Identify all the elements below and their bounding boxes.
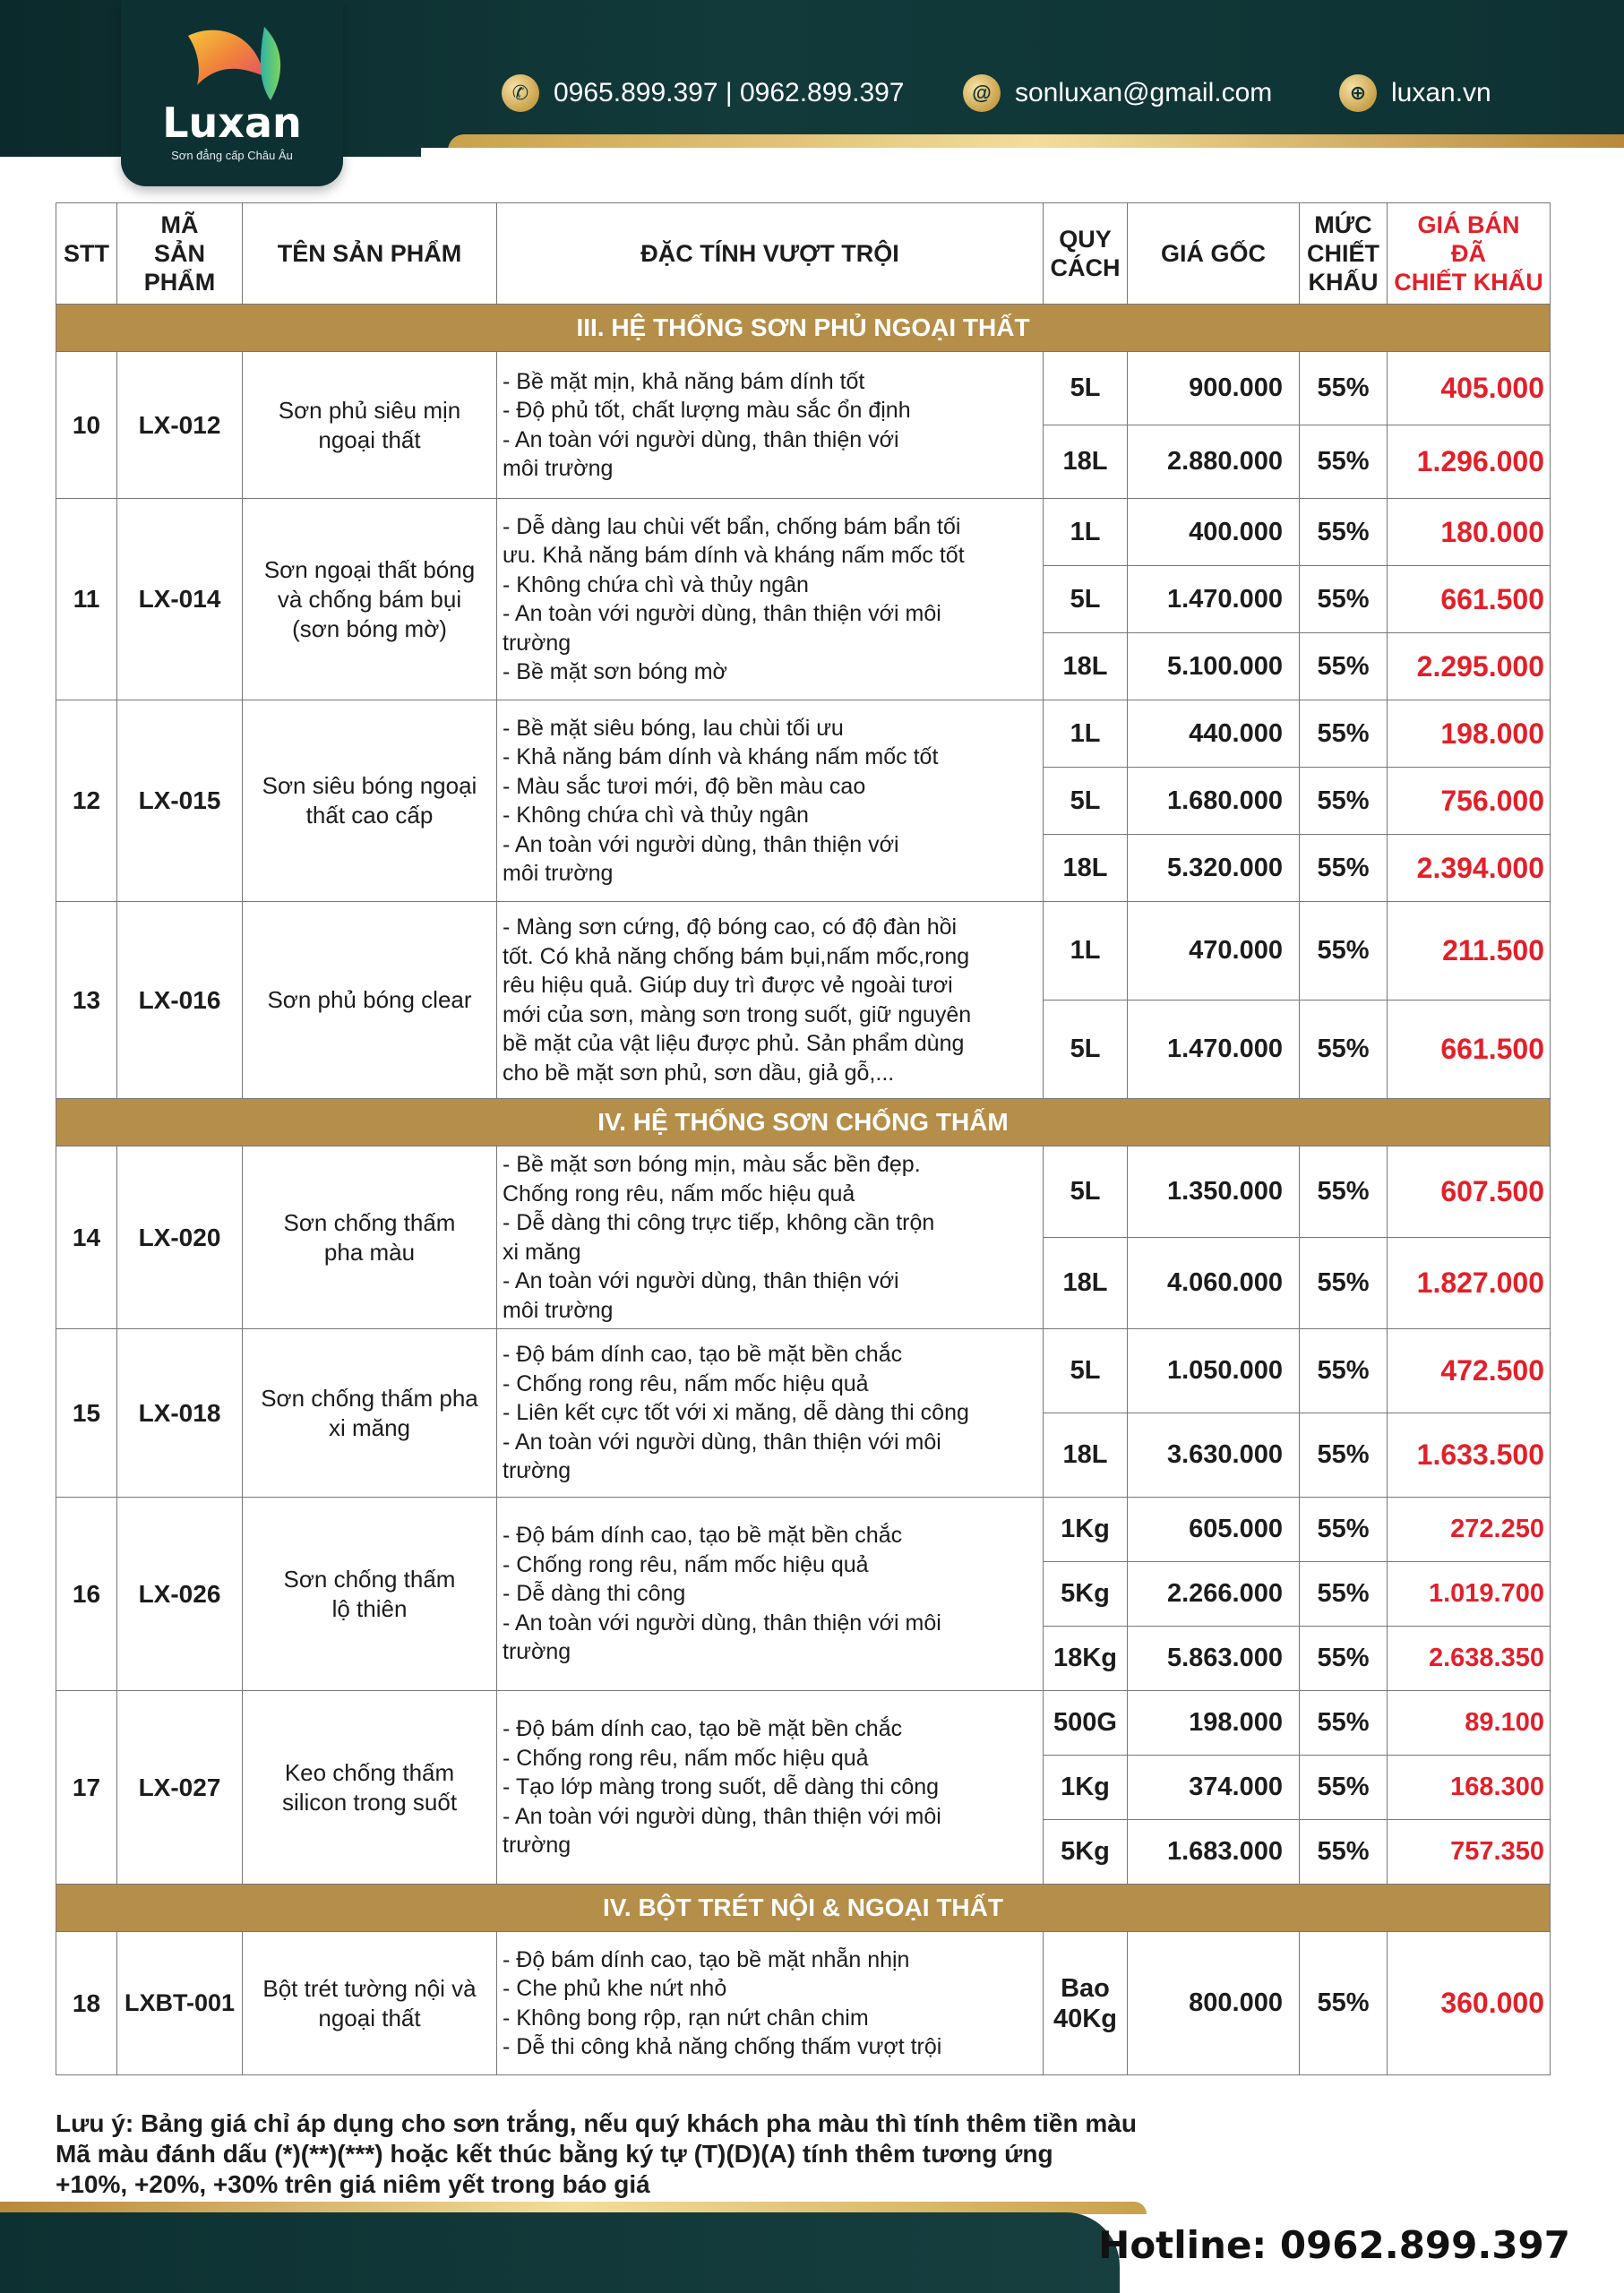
row-discount: 55% xyxy=(1300,1001,1388,1099)
row-stt: 10 xyxy=(56,352,117,499)
phone-text: 0965.899.397 | 0962.899.397 xyxy=(554,78,905,107)
row-price: 3.630.000 xyxy=(1128,1413,1300,1498)
row-price: 1.350.000 xyxy=(1128,1146,1300,1238)
row-features: - Bề mặt mịn, khả năng bám dính tốt - Độ phủ tốt, chất lượng màu sắc ổn định - An toàn với người dùng, thân thiện với môi trường xyxy=(497,352,1044,499)
row-sale-price: 1.019.700 xyxy=(1388,1562,1551,1627)
row-sale-price: 1.633.500 xyxy=(1388,1413,1551,1498)
row-sale-price: 198.000 xyxy=(1388,700,1551,768)
row-spec: 5L xyxy=(1044,768,1128,835)
row-spec: 5Kg xyxy=(1044,1562,1128,1627)
row-sale-price: 180.000 xyxy=(1388,499,1551,566)
price-note xyxy=(56,2108,1578,2200)
row-price: 4.060.000 xyxy=(1128,1238,1300,1329)
row-sale-price: 272.250 xyxy=(1388,1498,1551,1562)
section-title: IV. BỘT TRÉT NỘI & NGOẠI THẤT xyxy=(56,1885,1551,1932)
row-price: 1.470.000 xyxy=(1128,1001,1300,1099)
mail-icon: @ xyxy=(963,74,1001,112)
row-discount: 55% xyxy=(1300,352,1388,425)
row-code: LX-015 xyxy=(117,700,243,902)
row-sale-price: 756.000 xyxy=(1388,768,1551,835)
row-features: - Màng sơn cứng, độ bóng cao, có độ đàn hồi tốt. Có khả năng chống bám bụi,nấm mốc,rong rêu hiệu quả. Giúp duy trì được vẻ ngoài tươi mới của sơn, màng sơn trong suốt, giữ nguyên bề mặt của vật liệu được phủ. Sản phẩm dùng cho bề mặt sơn phủ, sơn dầu, giả gỗ,... xyxy=(497,902,1044,1099)
row-spec: 1L xyxy=(1044,700,1128,768)
row-spec: 18Kg xyxy=(1044,1627,1128,1691)
row-product-name: Keo chống thấm silicon trong suốt xyxy=(243,1691,497,1885)
row-code: LX-012 xyxy=(117,352,243,499)
row-price: 5.863.000 xyxy=(1128,1627,1300,1691)
row-price: 800.000 xyxy=(1128,1932,1300,2075)
header-discount: MỨC CHIẾT KHẤU xyxy=(1300,203,1388,305)
row-discount: 55% xyxy=(1300,768,1388,835)
row-discount: 55% xyxy=(1300,1756,1388,1820)
row-discount: 55% xyxy=(1300,902,1388,1001)
section-row xyxy=(56,305,1551,352)
row-discount: 55% xyxy=(1300,700,1388,768)
website-text: luxan.vn xyxy=(1391,78,1491,107)
row-spec: 18L xyxy=(1044,1238,1128,1329)
footer-band xyxy=(0,2212,1120,2293)
row-features: - Dễ dàng lau chùi vết bẩn, chống bám bẩn tối ưu. Khả năng bám dính và kháng nấm mốc tốt - Không chứa chì và thủy ngân - An toàn với người dùng, thân thiện với môi trường - Bề mặt sơn bóng mờ xyxy=(497,499,1044,700)
row-discount: 55% xyxy=(1300,499,1388,566)
row-stt: 16 xyxy=(56,1498,117,1691)
row-sale-price: 661.500 xyxy=(1388,1001,1551,1099)
contact-phone[interactable] xyxy=(502,74,905,112)
row-price: 1.680.000 xyxy=(1128,768,1300,835)
header-divider xyxy=(421,148,1624,157)
row-sale-price: 757.350 xyxy=(1388,1820,1551,1885)
row-price: 400.000 xyxy=(1128,499,1300,566)
header-price: GIÁ GỐC xyxy=(1128,203,1300,305)
row-price: 1.683.000 xyxy=(1128,1820,1300,1885)
table-row xyxy=(56,1691,1551,1756)
row-discount: 55% xyxy=(1300,1932,1388,2075)
row-discount: 55% xyxy=(1300,1498,1388,1562)
row-features: - Độ bám dính cao, tạo bề mặt nhẵn nhịn - Che phủ khe nứt nhỏ - Không bong rộp, rạn nứt chân chim - Dễ thi công khả năng chống thấm vượt trội xyxy=(497,1932,1044,2075)
brand-slogan: Sơn đẳng cấp Châu Âu xyxy=(171,149,293,162)
row-discount: 55% xyxy=(1300,835,1388,902)
row-features: - Bề mặt sơn bóng mịn, màu sắc bền đẹp. Chống rong rêu, nấm mốc hiệu quả - Dễ dàng thi công trực tiếp, không cần trộn xi măng - An toàn với người dùng, thân thiện với môi trường xyxy=(497,1146,1044,1329)
row-stt: 13 xyxy=(56,902,117,1099)
row-features: - Độ bám dính cao, tạo bề mặt bền chắc - Chống rong rêu, nấm mốc hiệu quả - Dễ dàng thi công - An toàn với người dùng, thân thiện với môi trường xyxy=(497,1498,1044,1691)
row-sale-price: 360.000 xyxy=(1388,1932,1551,2075)
row-spec: 18L xyxy=(1044,425,1128,499)
row-sale-price: 2.394.000 xyxy=(1388,835,1551,902)
row-sale-price: 405.000 xyxy=(1388,352,1551,425)
row-product-name: Sơn siêu bóng ngoại thất cao cấp xyxy=(243,700,497,902)
row-discount: 55% xyxy=(1300,1413,1388,1498)
row-spec: 5L xyxy=(1044,352,1128,425)
phone-icon: ✆ xyxy=(502,74,539,112)
row-sale-price: 211.500 xyxy=(1388,902,1551,1001)
row-discount: 55% xyxy=(1300,1627,1388,1691)
row-stt: 15 xyxy=(56,1329,117,1498)
price-table xyxy=(56,202,1551,2075)
section-row xyxy=(56,1885,1551,1932)
row-price: 2.266.000 xyxy=(1128,1562,1300,1627)
row-price: 900.000 xyxy=(1128,352,1300,425)
note-line: Mã màu đánh dấu (*)(**)(***) hoặc kết thúc bằng ký tự (T)(D)(A) tính thêm tương ứng xyxy=(56,2140,1053,2168)
table-row xyxy=(56,499,1551,566)
row-stt: 14 xyxy=(56,1146,117,1329)
row-code: LX-014 xyxy=(117,499,243,700)
row-price: 1.470.000 xyxy=(1128,566,1300,633)
row-spec: 500G xyxy=(1044,1691,1128,1756)
row-discount: 55% xyxy=(1300,1146,1388,1238)
hotline[interactable]: Hotline: 0962.899.397 xyxy=(1098,2223,1570,2267)
row-product-name: Sơn chống thấm lộ thiên xyxy=(243,1498,497,1691)
row-code: LX-020 xyxy=(117,1146,243,1329)
header-name: TÊN SẢN PHẨM xyxy=(243,203,497,305)
row-features: - Bề mặt siêu bóng, lau chùi tối ưu - Khả năng bám dính và kháng nấm mốc tốt - Màu sắc tươi mới, độ bền màu cao - Không chứa chì và thủy ngân - An toàn với người dùng, thân thiện với môi trường xyxy=(497,700,1044,902)
row-price: 440.000 xyxy=(1128,700,1300,768)
row-sale-price: 472.500 xyxy=(1388,1329,1551,1413)
row-price: 2.880.000 xyxy=(1128,425,1300,499)
brand-logo xyxy=(121,0,343,186)
row-product-name: Sơn chống thấm pha xi măng xyxy=(243,1329,497,1498)
header-stt: STT xyxy=(56,203,117,305)
row-discount: 55% xyxy=(1300,1329,1388,1413)
row-code: LX-018 xyxy=(117,1329,243,1498)
row-discount: 55% xyxy=(1300,425,1388,499)
row-discount: 55% xyxy=(1300,566,1388,633)
row-price: 470.000 xyxy=(1128,902,1300,1001)
section-title: IV. HỆ THỐNG SƠN CHỐNG THẤM xyxy=(56,1099,1551,1146)
row-sale-price: 2.295.000 xyxy=(1388,633,1551,700)
row-price: 198.000 xyxy=(1128,1691,1300,1756)
row-price: 5.100.000 xyxy=(1128,633,1300,700)
table-row xyxy=(56,902,1551,1001)
row-code: LXBT-001 xyxy=(117,1932,243,2075)
row-sale-price: 89.100 xyxy=(1388,1691,1551,1756)
row-spec: 18L xyxy=(1044,1413,1128,1498)
table-header-row xyxy=(56,203,1551,305)
row-price: 374.000 xyxy=(1128,1756,1300,1820)
row-product-name: Sơn chống thấm pha màu xyxy=(243,1146,497,1329)
row-discount: 55% xyxy=(1300,1820,1388,1885)
row-spec: 18L xyxy=(1044,633,1128,700)
row-discount: 55% xyxy=(1300,1691,1388,1756)
row-sale-price: 607.500 xyxy=(1388,1146,1551,1238)
header-spec: QUY CÁCH xyxy=(1044,203,1128,305)
row-stt: 12 xyxy=(56,700,117,902)
email-text: sonluxan@gmail.com xyxy=(1015,78,1273,107)
row-stt: 18 xyxy=(56,1932,117,2075)
contact-email[interactable] xyxy=(963,74,1272,112)
note-line: +10%, +20%, +30% trên giá niêm yết trong báo giá xyxy=(56,2170,650,2198)
row-spec: Bao 40Kg xyxy=(1044,1932,1128,2075)
row-spec: 1L xyxy=(1044,499,1128,566)
row-discount: 55% xyxy=(1300,633,1388,700)
row-code: LX-016 xyxy=(117,902,243,1099)
row-spec: 1Kg xyxy=(1044,1756,1128,1820)
row-stt: 11 xyxy=(56,499,117,700)
row-stt: 17 xyxy=(56,1691,117,1885)
row-spec: 18L xyxy=(1044,835,1128,902)
header-features: ĐẶC TÍNH VƯỢT TRỘI xyxy=(497,203,1044,305)
table-row xyxy=(56,1498,1551,1562)
row-sale-price: 1.827.000 xyxy=(1388,1238,1551,1329)
row-spec: 1L xyxy=(1044,902,1128,1001)
row-code: LX-026 xyxy=(117,1498,243,1691)
table-row xyxy=(56,700,1551,768)
header-sale: GIÁ BÁN ĐÃ CHIẾT KHẤU xyxy=(1388,203,1551,305)
header-code: MÃ SẢN PHẨM xyxy=(117,203,243,305)
row-discount: 55% xyxy=(1300,1238,1388,1329)
section-title: III. HỆ THỐNG SƠN PHỦ NGOẠI THẤT xyxy=(56,305,1551,352)
table-row xyxy=(56,1329,1551,1413)
globe-icon: ⊕ xyxy=(1339,74,1377,112)
row-product-name: Sơn phủ siêu mịn ngoại thất xyxy=(243,352,497,499)
table-row xyxy=(56,1146,1551,1238)
row-sale-price: 168.300 xyxy=(1388,1756,1551,1820)
row-discount: 55% xyxy=(1300,1562,1388,1627)
row-price: 1.050.000 xyxy=(1128,1329,1300,1413)
row-code: LX-027 xyxy=(117,1691,243,1885)
row-product-name: Sơn phủ bóng clear xyxy=(243,902,497,1099)
row-spec: 5Kg xyxy=(1044,1820,1128,1885)
row-spec: 5L xyxy=(1044,566,1128,633)
row-product-name: Bột trét tường nội và ngoại thất xyxy=(243,1932,497,2075)
contact-website[interactable] xyxy=(1339,74,1491,112)
row-price: 605.000 xyxy=(1128,1498,1300,1562)
row-spec: 5L xyxy=(1044,1001,1128,1099)
row-features: - Độ bám dính cao, tạo bề mặt bền chắc - Chống rong rêu, nấm mốc hiệu quả - Tạo lớp màng trong suốt, dễ dàng thi công - An toàn với người dùng, thân thiện với môi trường xyxy=(497,1691,1044,1885)
row-spec: 1Kg xyxy=(1044,1498,1128,1562)
note-line: Lưu ý: Bảng giá chỉ áp dụng cho sơn trắng, nếu quý khách pha màu thì tính thêm tiền màu xyxy=(56,2109,1137,2137)
row-spec: 5L xyxy=(1044,1146,1128,1238)
section-row xyxy=(56,1099,1551,1146)
row-sale-price: 1.296.000 xyxy=(1388,425,1551,499)
row-price: 5.320.000 xyxy=(1128,835,1300,902)
table-row xyxy=(56,1932,1551,2075)
row-product-name: Sơn ngoại thất bóng và chống bám bụi (sơn bóng mờ) xyxy=(243,499,497,700)
row-features: - Độ bám dính cao, tạo bề mặt bền chắc - Chống rong rêu, nấm mốc hiệu quả - Liên kết cực tốt với xi măng, dễ dàng thi công - An toàn với người dùng, thân thiện với môi trường xyxy=(497,1329,1044,1498)
row-sale-price: 661.500 xyxy=(1388,566,1551,633)
row-sale-price: 2.638.350 xyxy=(1388,1627,1551,1691)
row-spec: 5L xyxy=(1044,1329,1128,1413)
table-row xyxy=(56,352,1551,425)
brand-name: Luxan xyxy=(162,99,302,147)
